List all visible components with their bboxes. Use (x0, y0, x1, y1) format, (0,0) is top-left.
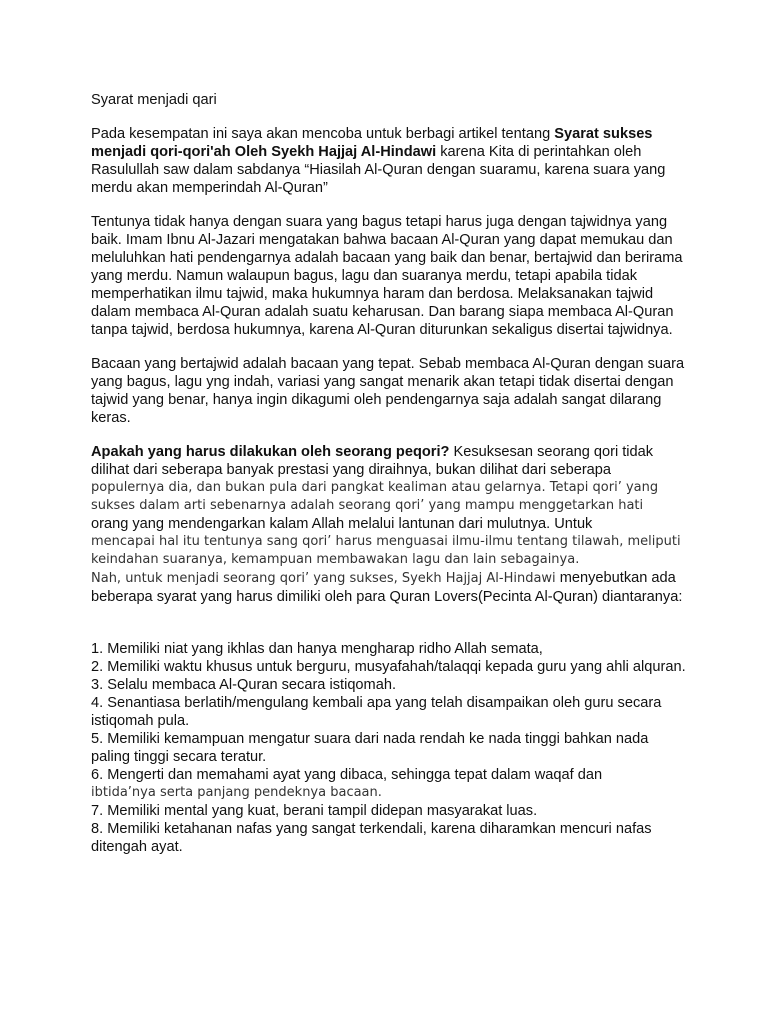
qori-question: Apakah yang harus dilakukan oleh seorang peqori? (91, 444, 450, 460)
list-item: 5. Memiliki kemampuan mengatur suara dari nada rendah ke nada tinggi bahkan nada paling tinggi secara teratur. (91, 731, 649, 765)
document-title: Syarat menjadi qari (91, 92, 217, 108)
syarat-list (91, 640, 691, 856)
qori-text-6: menyebutkan ada beberapa syarat yang harus dimiliki oleh para Quran Lovers(Pecinta Al-Quran) diantaranya: (91, 570, 683, 605)
qori-text-5: Nah, untuk menjadi seorang qori’ yang sukses, Syekh Hajjaj Al-Hindawi (91, 571, 556, 586)
list-item: 4. Senantiasa berlatih/mengulang kembali apa yang telah disampaikan oleh guru secara istiqomah pula. (91, 695, 662, 729)
paragraph-qori (91, 443, 691, 606)
intro-hadith: Rasulullah saw dalam sabdanya “Hiasilah Al-Quran dengan suaramu, karena suara yang merdu akan memperindah Al-Quran” (91, 162, 666, 196)
qori-text-2: populernya dia, dan bukan pula dari pangkat kealiman atau gelarnya. Tetapi qori’ yang sukses dalam arti sebenarnya adalah seorang qori’ yang mampu menggetarkan hati (91, 480, 659, 513)
qori-text-1: Kesuksesan seorang qori tidak dilihat dari seberapa banyak prestasi yang diraihnya, bukan dilihat dari seberapa (91, 444, 654, 478)
document-page (91, 91, 691, 856)
qori-text-3: orang yang mendengarkan kalam Allah melalui lantunan dari mulutnya. Untuk (91, 516, 593, 532)
paragraph-tajwid: Tentunya tidak hanya dengan suara yang bagus tetapi harus juga dengan tajwidnya yang baik. Imam Ibnu Al-Jazari mengatakan bahwa bacaan Al-Quran yang dapat memukau dan meluluhkan hati pendengarnya adalah bacaan yang baik dan benar, bertajwid dan berirama yang merdu. Namun walaupun bagus, lagu dan suaranya merdu, tetapi apabila tidak memperhatikan ilmu tajwid, maka hukumnya haram dan berdosa. Melaksanakan tajwid dalam membaca Al-Quran adalah suatu keharusan. Dan barang siapa membaca Al-Quran tanpa tajwid, berdosa hukumnya, karena Al-Quran diturunkan sekaligus disertai tajwidnya. (91, 214, 683, 338)
paragraph-bacaan: Bacaan yang bertajwid adalah bacaan yang tepat. Sebab membaca Al-Quran dengan suara yang bagus, lagu yng indah, variasi yang sangat menarik akan tetapi tidak disertai dengan tajwid yang benar, hanya ingin dikagumi oleh pendengarnya saja adalah sangat dilarang keras. (91, 356, 685, 426)
intro-text: Pada kesempatan ini saya akan mencoba untuk berbagi artikel tentang (91, 126, 555, 142)
list-item: 8. Memiliki ketahanan nafas yang sangat terkendali, karena diharamkan mencuri nafas ditengah ayat. (91, 821, 652, 855)
list-item: 6. Mengerti dan memahami ayat yang dibaca, sehingga tepat dalam waqaf dan (91, 767, 603, 783)
list-item: ibtida’nya serta panjang pendeknya bacaan. (91, 785, 382, 800)
intro-bold-topic: Syarat sukses menjadi qori-qori'ah Oleh Syekh Hajjaj Al-Hindawi (91, 126, 653, 160)
paragraph-intro (91, 125, 691, 197)
list-item: 2. Memiliki waktu khusus untuk berguru, musyafahah/talaqqi kepada guru yang ahli alquran. (91, 659, 686, 675)
intro-text-cont: karena Kita di perintahkan oleh (436, 144, 642, 160)
list-item: 3. Selalu membaca Al-Quran secara istiqomah. (91, 677, 396, 693)
list-item: 1. Memiliki niat yang ikhlas dan hanya mengharap ridho Allah semata, (91, 641, 543, 657)
qori-text-4: mencapai hal itu tentunya sang qori’ harus menguasai ilmu-ilmu tentang tilawah, meliputi keindahan suaranya, kemampuan membawakan lagu dan lain sebagainya. (91, 534, 681, 567)
list-item: 7. Memiliki mental yang kuat, berani tampil didepan masyarakat luas. (91, 803, 538, 819)
